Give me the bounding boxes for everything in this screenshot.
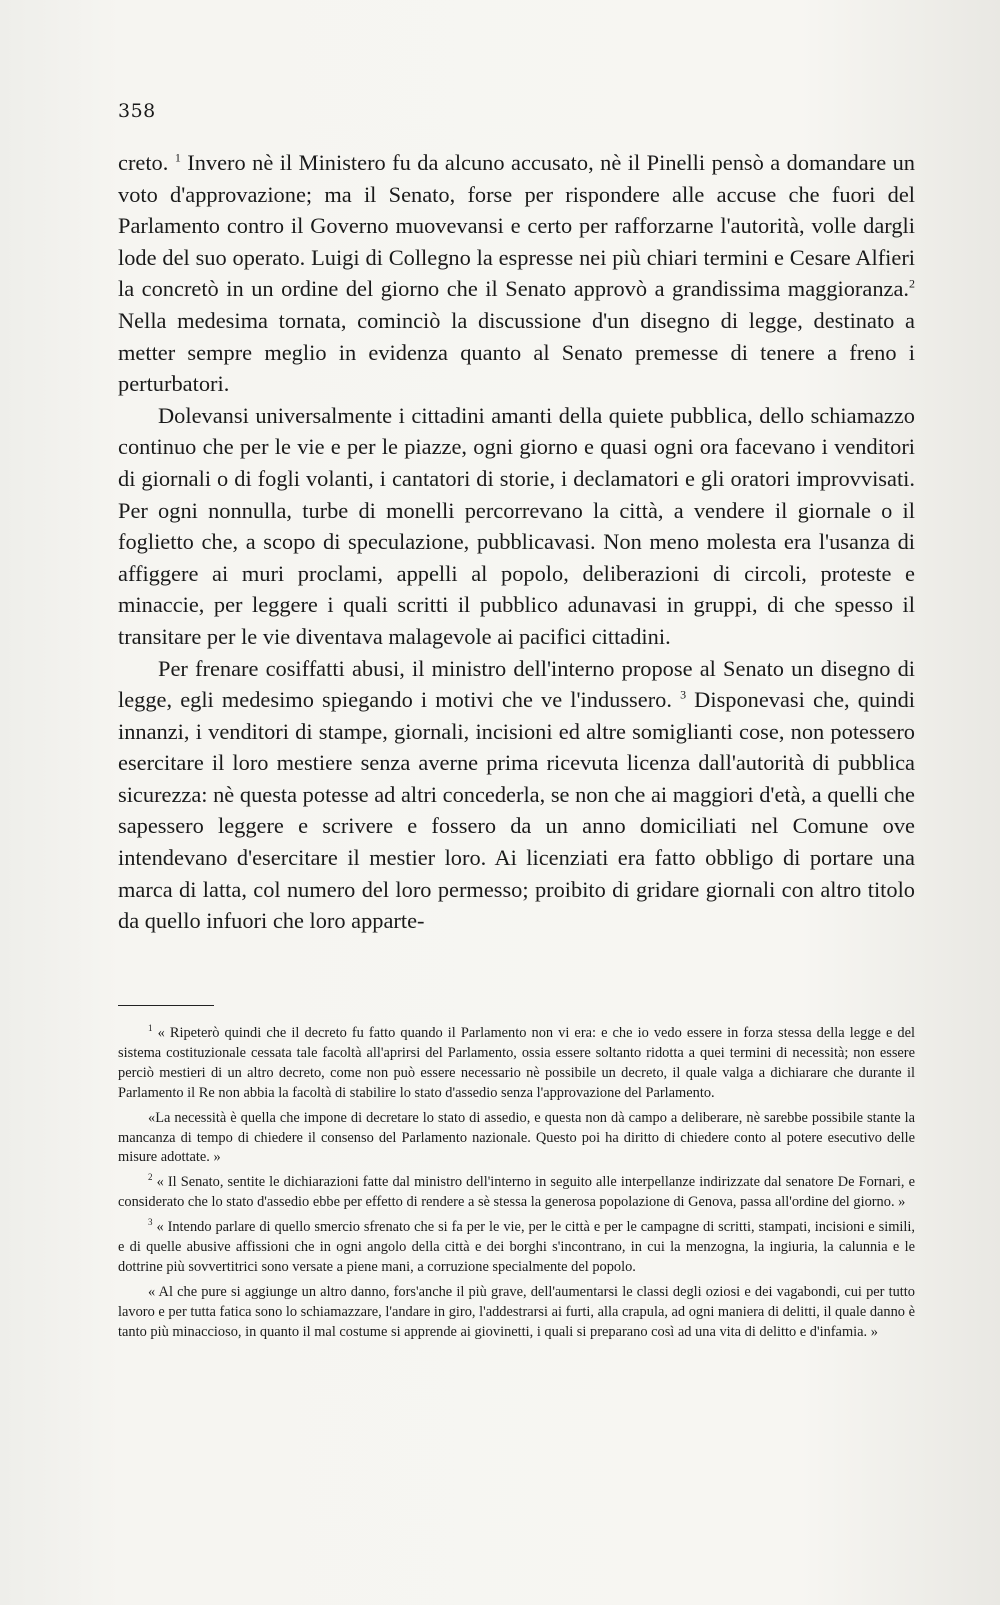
footnote-ref-2: 2 — [909, 276, 915, 291]
paragraph-1-text-a: creto. — [118, 150, 175, 175]
footnote-text: « Ripeterò quindi che il decreto fu fatto quando il Parlamento non vi era: e che io vedo essere in forza stessa della legge e del sistema costituzionale cessata tale facoltà all'aprirsi del Parlamento, ossia essere soltanto ridotta a quei termini di necessità; non essere perciò mestieri di un altro decreto, come non può essere necessario nè possibile un decreto, il quale valga a dichiarare che durante il Parlamento il Re non abbia la facoltà di stabilire lo stato d'assedio senza l'approvazione del Parlamento. — [118, 1025, 915, 1101]
footnote-text: « Intendo parlare di quello smercio sfrenato che si fa per le vie, per le città e per le campagne di scritti, stampati, incisioni e simili, e di quelle abusive affissioni che in ogni angolo della città e dei borghi s'incontrano, in cui la menzogna, la ingiuria, la calunnia e le dottrine più sovvertitrici sono versate a piene mani, a corruzione specialmente del popolo. — [118, 1219, 915, 1275]
footnote-text: «La necessità è quella che impone di decretare lo stato di assedio, e questa non dà campo a deliberare, nè sarebbe possibile stante la mancanza di tempo di chiedere il consenso del Parlamento nazionale. Questo poi ha diritto di chiedere conto al potere esecutivo delle misure adottate. » — [118, 1109, 915, 1166]
footnote-3-continued — [118, 1283, 915, 1343]
footnote-text: « Il Senato, sentite le dichiarazioni fatte dal ministro dell'interno in seguito alle interpellanze indirizzate dal senatore De Fornari, e considerato che lo stato d'assedio ebbe per effetto di rendere a sè stessa la generosa popolazione di Genova, passa all'ordine del giorno. » — [118, 1174, 915, 1211]
footnote-2 — [118, 1173, 915, 1213]
footnote-divider — [118, 1005, 214, 1006]
footnote-mark: 1 — [148, 1023, 153, 1034]
main-text — [118, 147, 915, 937]
footnote-1-continued — [118, 1109, 915, 1169]
footnote-1 — [118, 1024, 915, 1104]
paragraph-1-text-b: Invero nè il Ministero fu da alcuno accusato, nè il Pinelli pensò a domandare un voto d'approvazione; ma il Senato, forse per rispondere alle accuse che fuori del Parlamento contro il Governo muovevansi e certo per rafforzarne l'autorità, volle dargli lode del suo operato. Luigi di Collegno la espresse nei più chiari termini e Cesare Alfieri la concretò in un ordine del giorno che il Senato approvò a grandissima maggioranza. — [118, 150, 915, 302]
footnotes — [118, 1024, 915, 1343]
footnote-ref-3: 3 — [680, 687, 687, 702]
footnote-mark: 2 — [148, 1172, 153, 1183]
paragraph-1-text-c: Nella medesima tornata, cominciò la discussione d'un disegno di legge, destinato a metter sempre meglio in evidenza quanto al Senato premesse di tenere a freno i perturbatori. — [118, 307, 915, 397]
footnote-mark: 3 — [148, 1217, 153, 1228]
paragraph-1 — [118, 147, 915, 400]
page-number: 358 — [118, 100, 156, 122]
footnote-ref-1: 1 — [174, 150, 181, 165]
paragraph-3-text-a: Per frenare cosiffatti abusi, il ministro dell'interno propose al Senato un disegno di legge, egli medesimo spiegando i motivi che ve l'indussero. — [118, 655, 915, 713]
paragraph-3 — [118, 653, 915, 937]
paragraph-3-text-b: Disponevasi che, quindi innanzi, i venditori di stampe, giornali, incisioni ed altre somiglianti cose, non potessero esercitare il loro mestiere senza averne prima ricevuta licenza dall'autorità di pubblica sicurezza: nè questa potesse ad altri concederla, se non che ai maggiori d'età, a quelli che sapessero leggere e scrivere e fossero da un anno domiciliati nel Comune ove intendevano d'esercitare il mestier loro. Ai licenziati era fatto obbligo di portare una marca di latta, col numero del loro permesso; proibito di gridare giornali con altro titolo da quello infuori che loro apparte- — [118, 687, 915, 934]
paragraph-2: Dolevansi universalmente i cittadini amanti della quiete pubblica, dello schiamazzo continuo che per le vie e per le piazze, ogni giorno e quasi ogni ora facevano i venditori di giornali o di fogli volanti, i cantatori di storie, i declamatori e gli oratori improvvisati. Per ogni nonnulla, turbe di monelli percorrevano la città, a vendere il giornale o il foglietto che, a scopo di speculazione, pubblicavasi. Non meno molesta era l'usanza di affiggere ai muri proclami, appelli al popolo, deliberazioni di circoli, proteste e minaccie, per leggere i quali scritti il pubblico adunavasi in gruppi, di che spesso il transitare per le vie diventava malagevole ai pacifici cittadini. — [118, 402, 915, 649]
footnote-3 — [118, 1218, 915, 1278]
footnote-text: « Al che pure si aggiunge un altro danno, fors'anche il più grave, dell'aumentarsi le classi degli oziosi e dei vagabondi, cui per tutto lavoro e per tutta fatica sono lo schiamazzare, l'andare in giro, l'addestrarsi ai furti, alla crapula, ad ogni maniera di delitti, il quale danno è tanto più minaccioso, in quanto il mal costume si apprende ai giovinetti, i quali si preparano così ad una vita di delitto e d'infamia. » — [118, 1283, 915, 1340]
